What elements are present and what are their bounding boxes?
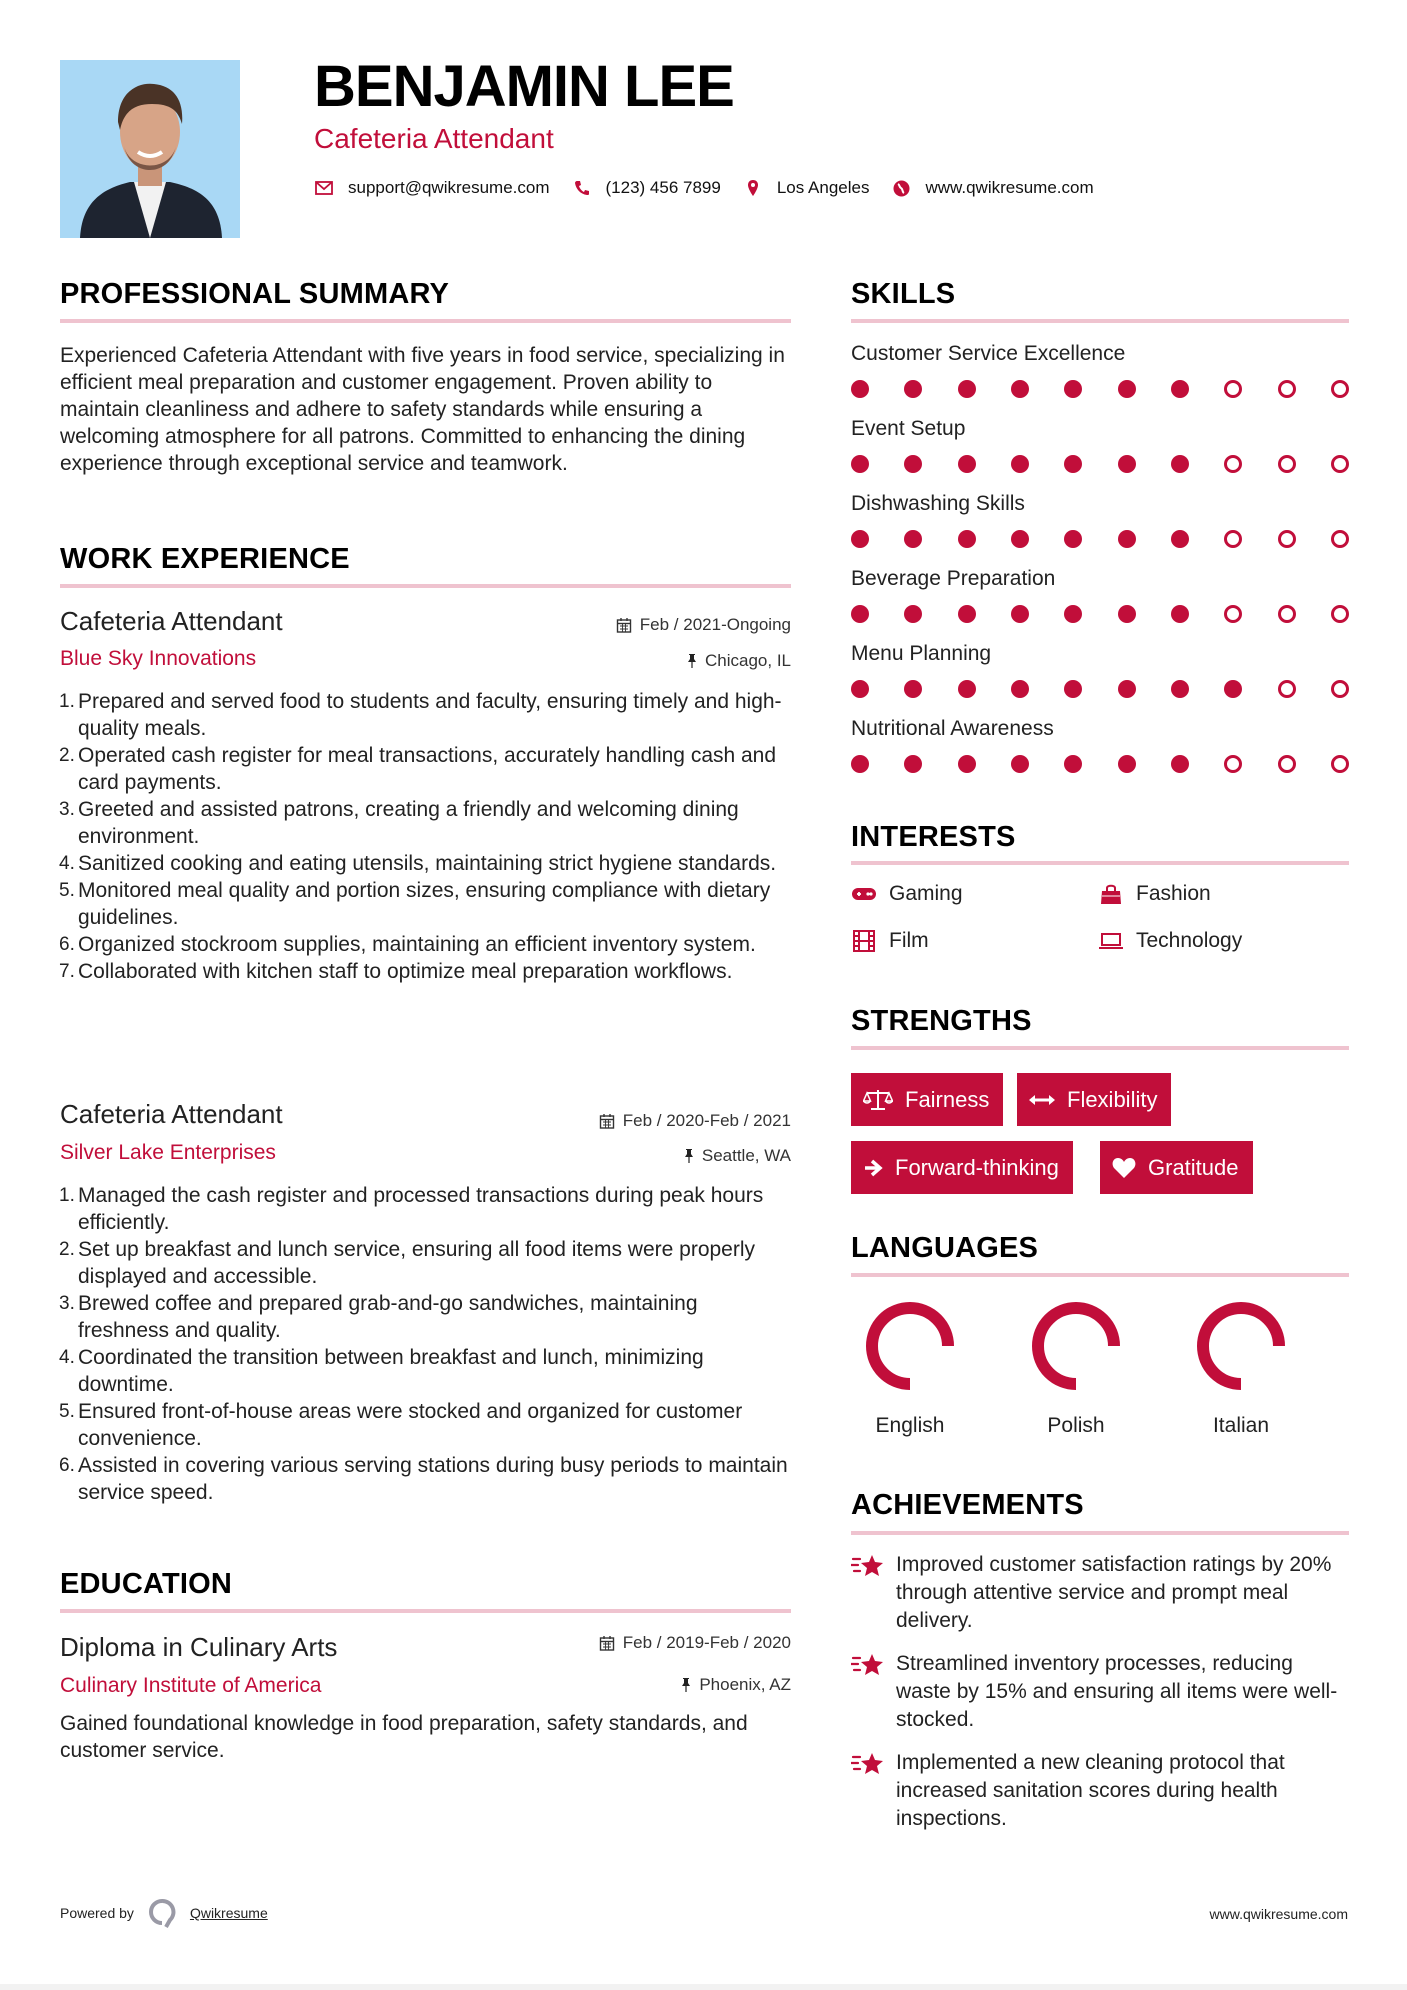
job-bullet: Sanitized cooking and eating utensils, maintaining strict hygiene standards.: [78, 852, 777, 875]
arrows-horizontal-icon: [1029, 1093, 1055, 1107]
rating-dot-empty: [1331, 755, 1349, 773]
skill-item: [851, 493, 1349, 548]
rating-dot-filled: [851, 380, 869, 398]
job-location: [684, 1147, 791, 1164]
interest-item: [851, 882, 963, 906]
job-bullet: Prepared and served food to students and faculty, ensuring timely and high-quality meals.: [78, 690, 782, 740]
rating-dot-filled: [904, 605, 922, 623]
contact-website[interactable]: [891, 178, 1093, 198]
skill-name: Customer Service Excellence: [851, 342, 1126, 365]
rating-dot-filled: [851, 455, 869, 473]
rating-dot-filled: [1011, 605, 1029, 623]
strength-tag: [1017, 1073, 1171, 1126]
rating-dot-filled: [1118, 680, 1136, 698]
rating-dot-filled: [1171, 755, 1189, 773]
arrow-right-icon: [863, 1158, 883, 1178]
rating-dot-empty: [1331, 680, 1349, 698]
job-bullet: Organized stockroom supplies, maintaining an efficient inventory system.: [78, 933, 756, 956]
language-item: [1016, 1300, 1136, 1438]
rating-dot-filled: [904, 680, 922, 698]
skill-name: Nutritional Awareness: [851, 717, 1054, 740]
rating-dot-filled: [904, 530, 922, 548]
job-bullet: Managed the cash register and processed transactions during peak hours efficiently.: [78, 1184, 764, 1234]
rating-dot-empty: [1224, 605, 1242, 623]
footer-powered-by: [60, 1898, 268, 1928]
education-location-text: Phoenix, AZ: [699, 1675, 791, 1694]
job-bullet: Brewed coffee and prepared grab-and-go sandwiches, maintaining freshness and quality.: [78, 1292, 698, 1342]
achievements-divider: [851, 1531, 1349, 1535]
job-company: Silver Lake Enterprises: [60, 1141, 276, 1164]
achievement-item: [851, 1749, 1349, 1833]
pushpin-icon: [681, 1677, 691, 1693]
shooting-star-icon: [851, 1652, 891, 1734]
rating-dot-filled: [1224, 680, 1242, 698]
rating-dot-filled: [1064, 755, 1082, 773]
skill-name: Beverage Preparation: [851, 567, 1056, 590]
achievement-text: Improved customer satisfaction ratings by 20% through attentive service and prompt meal delivery.: [896, 1553, 1332, 1632]
heart-icon: [1112, 1157, 1136, 1179]
job-bullet: Coordinated the transition between breakfast and lunch, minimizing downtime.: [78, 1346, 704, 1396]
skill-item: [851, 568, 1349, 623]
rating-dot-filled: [958, 530, 976, 548]
job-bullet: Ensured front-of-house areas were stocked and organized for customer convenience.: [78, 1400, 743, 1450]
interests-heading: INTERESTS: [851, 821, 1016, 853]
laptop-icon: [1098, 931, 1124, 951]
experience-heading: WORK EXPERIENCE: [60, 543, 350, 575]
language-name: English: [875, 1414, 945, 1437]
job-bullets: [60, 1182, 791, 1506]
job-title: Cafeteria Attendant: [60, 1099, 283, 1129]
languages-divider: [851, 1273, 1349, 1277]
candidate-name: BENJAMIN LEE: [314, 54, 734, 119]
strength-label: Forward-thinking: [895, 1154, 1059, 1180]
calendar-icon: [599, 1113, 615, 1129]
rating-dot-empty: [1224, 530, 1242, 548]
rating-dot-empty: [1331, 530, 1349, 548]
envelope-icon: [314, 178, 334, 198]
education-dates: [599, 1634, 791, 1651]
calendar-icon: [616, 617, 632, 633]
rating-dot-empty: [1278, 680, 1296, 698]
job-bullet: Collaborated with kitchen staff to optimize meal preparation workflows.: [78, 960, 733, 983]
job-dates-text: Feb / 2020-Feb / 2021: [622, 1111, 791, 1130]
achievement-item: [851, 1650, 1349, 1734]
rating-dot-filled: [851, 680, 869, 698]
rating-dot-empty: [1331, 380, 1349, 398]
shopping-bag-icon: [1098, 882, 1124, 906]
contact-bar: [314, 178, 1116, 198]
contact-location: [743, 178, 870, 198]
language-proficiency-arc: [872, 1308, 948, 1384]
strengths-heading: STRENGTHS: [851, 1005, 1032, 1037]
language-proficiency-arc: [1203, 1308, 1279, 1384]
language-item: [850, 1300, 970, 1438]
rating-dot-empty: [1331, 605, 1349, 623]
rating-dot-empty: [1331, 455, 1349, 473]
rating-dot-filled: [1171, 380, 1189, 398]
rating-dot-filled: [1118, 530, 1136, 548]
job-bullet: Monitored meal quality and portion sizes, ensuring compliance with dietary guidelines.: [78, 879, 771, 929]
contact-location-text: Los Angeles: [776, 178, 870, 197]
strength-tag: [851, 1141, 1073, 1194]
job-bullet: Set up breakfast and lunch service, ensuring all food items were properly displayed and accessible.: [78, 1238, 756, 1288]
skills-heading: SKILLS: [851, 278, 956, 310]
contact-website-text: www.qwikresume.com: [925, 178, 1094, 197]
interest-label: Film: [889, 929, 929, 952]
shooting-star-icon: [851, 1751, 891, 1833]
rating-dot-filled: [1171, 455, 1189, 473]
skill-item: [851, 418, 1349, 473]
interest-item: [851, 929, 929, 953]
job-location-text: Seattle, WA: [701, 1146, 791, 1165]
achievements-heading: ACHIEVEMENTS: [851, 1489, 1084, 1521]
skill-rating: [851, 455, 1349, 473]
rating-dot-empty: [1224, 755, 1242, 773]
strength-label: Fairness: [905, 1086, 990, 1112]
rating-dot-filled: [851, 530, 869, 548]
strengths-divider: [851, 1046, 1349, 1050]
skill-rating: [851, 380, 1349, 398]
language-proficiency-ring: [1030, 1300, 1122, 1392]
interest-item: [1098, 929, 1242, 953]
job-company: Blue Sky Innovations: [60, 647, 257, 670]
interests-divider: [851, 861, 1349, 865]
rating-dot-filled: [1064, 605, 1082, 623]
interest-label: Technology: [1136, 929, 1243, 952]
candidate-title: Cafeteria Attendant: [314, 123, 554, 154]
education-dates-text: Feb / 2019-Feb / 2020: [622, 1633, 791, 1652]
education-heading: EDUCATION: [60, 1568, 233, 1600]
job-title: Cafeteria Attendant: [60, 606, 283, 636]
skill-name: Event Setup: [851, 417, 966, 440]
rating-dot-filled: [1011, 680, 1029, 698]
job-bullet: Assisted in covering various serving stations during busy periods to maintain service speed.: [78, 1454, 788, 1504]
language-proficiency-ring: [864, 1300, 956, 1392]
pushpin-icon: [687, 653, 697, 669]
strength-label: Flexibility: [1067, 1086, 1158, 1112]
phone-icon: [572, 178, 592, 198]
rating-dot-filled: [1118, 380, 1136, 398]
balance-scale-icon: [863, 1088, 893, 1112]
strength-tag: [1100, 1141, 1253, 1194]
skill-name: Menu Planning: [851, 642, 992, 665]
job-dates: [616, 616, 791, 633]
contact-email[interactable]: [314, 178, 550, 198]
skill-rating: [851, 605, 1349, 623]
languages-heading: LANGUAGES: [851, 1232, 1039, 1264]
qwikresume-link[interactable]: Qwikresume: [189, 1905, 268, 1921]
interest-item: [1098, 882, 1211, 906]
page-bottom-edge: [0, 1984, 1407, 1990]
achievement-text: Implemented a new cleaning protocol that increased sanitation scores during health inspections.: [896, 1751, 1285, 1830]
interest-label: Gaming: [889, 882, 963, 905]
skill-item: [851, 718, 1349, 773]
film-icon: [851, 930, 877, 952]
rating-dot-empty: [1278, 530, 1296, 548]
rating-dot-empty: [1224, 380, 1242, 398]
rating-dot-filled: [1011, 380, 1029, 398]
education-degree: Diploma in Culinary Arts: [60, 1632, 338, 1662]
footer-website[interactable]: www.qwikresume.com: [1209, 1906, 1348, 1922]
education-divider: [60, 1609, 791, 1613]
rating-dot-filled: [904, 755, 922, 773]
job-location-text: Chicago, IL: [705, 651, 791, 670]
education-location: [681, 1676, 791, 1693]
rating-dot-empty: [1278, 380, 1296, 398]
rating-dot-filled: [1171, 680, 1189, 698]
contact-phone[interactable]: [572, 178, 721, 198]
contact-email-text: support@qwikresume.com: [348, 178, 550, 197]
globe-icon: [891, 178, 911, 198]
contact-phone-text: (123) 456 7899: [605, 178, 721, 197]
rating-dot-filled: [1011, 755, 1029, 773]
skill-rating: [851, 530, 1349, 548]
language-name: Polish: [1047, 1414, 1105, 1437]
summary-heading: PROFESSIONAL SUMMARY: [60, 278, 450, 310]
language-proficiency-arc: [1038, 1308, 1114, 1384]
rating-dot-filled: [958, 380, 976, 398]
rating-dot-filled: [1064, 380, 1082, 398]
job-bullet: Greeted and assisted patrons, creating a friendly and welcoming dining environment.: [78, 798, 739, 848]
rating-dot-filled: [851, 605, 869, 623]
skills-divider: [851, 319, 1349, 323]
achievement-item: [851, 1551, 1349, 1635]
rating-dot-filled: [1064, 455, 1082, 473]
rating-dot-filled: [904, 380, 922, 398]
strength-label: Gratitude: [1148, 1154, 1239, 1180]
rating-dot-filled: [1118, 605, 1136, 623]
rating-dot-filled: [1011, 530, 1029, 548]
language-proficiency-ring: [1195, 1300, 1287, 1392]
rating-dot-filled: [1171, 605, 1189, 623]
rating-dot-filled: [958, 605, 976, 623]
rating-dot-filled: [958, 755, 976, 773]
qwikresume-logo-icon: [148, 1898, 176, 1928]
rating-dot-empty: [1224, 455, 1242, 473]
skill-item: [851, 343, 1349, 398]
job-location: [687, 652, 791, 669]
job-bullet: Operated cash register for meal transactions, accurately handling cash and card payments.: [78, 744, 777, 794]
rating-dot-filled: [1118, 455, 1136, 473]
achievement-text: Streamlined inventory processes, reducing waste by 15% and ensuring all items were well-stocked.: [896, 1652, 1338, 1731]
profile-photo: [60, 60, 240, 238]
rating-dot-empty: [1278, 605, 1296, 623]
job-bullets: [60, 688, 791, 985]
rating-dot-filled: [1118, 755, 1136, 773]
rating-dot-filled: [851, 755, 869, 773]
gamepad-icon: [851, 886, 877, 902]
rating-dot-filled: [904, 455, 922, 473]
education-description: Gained foundational knowledge in food preparation, safety standards, and customer service.: [60, 1712, 748, 1762]
education-school: Culinary Institute of America: [60, 1674, 322, 1697]
language-name: Italian: [1212, 1414, 1270, 1437]
skill-item: [851, 643, 1349, 698]
shooting-star-icon: [851, 1553, 891, 1635]
skill-name: Dishwashing Skills: [851, 492, 1025, 515]
language-item: [1181, 1300, 1301, 1438]
rating-dot-empty: [1278, 455, 1296, 473]
summary-divider: [60, 319, 791, 323]
job-dates: [599, 1112, 791, 1129]
calendar-icon: [599, 1635, 615, 1651]
rating-dot-filled: [1011, 455, 1029, 473]
summary-text: Experienced Cafeteria Attendant with five years in food service, specializing in efficient meal preparation and customer engagement. Proven ability to maintain cleanliness and adhere to safety standards while ensuring a welcoming atmosphere for all patrons. Committed to enhancing the dining experience through exceptional service and teamwork.: [60, 344, 785, 475]
rating-dot-filled: [958, 680, 976, 698]
rating-dot-filled: [1064, 680, 1082, 698]
rating-dot-filled: [1064, 530, 1082, 548]
strength-tag: [851, 1073, 1003, 1126]
map-pin-icon: [743, 178, 763, 198]
skill-rating: [851, 755, 1349, 773]
rating-dot-filled: [958, 455, 976, 473]
rating-dot-filled: [1171, 530, 1189, 548]
experience-divider: [60, 584, 791, 588]
powered-by-text: Powered by: [60, 1905, 134, 1921]
job-dates-text: Feb / 2021-Ongoing: [639, 615, 791, 634]
interest-label: Fashion: [1136, 882, 1211, 905]
pushpin-icon: [684, 1148, 694, 1164]
skill-rating: [851, 680, 1349, 698]
rating-dot-empty: [1278, 755, 1296, 773]
